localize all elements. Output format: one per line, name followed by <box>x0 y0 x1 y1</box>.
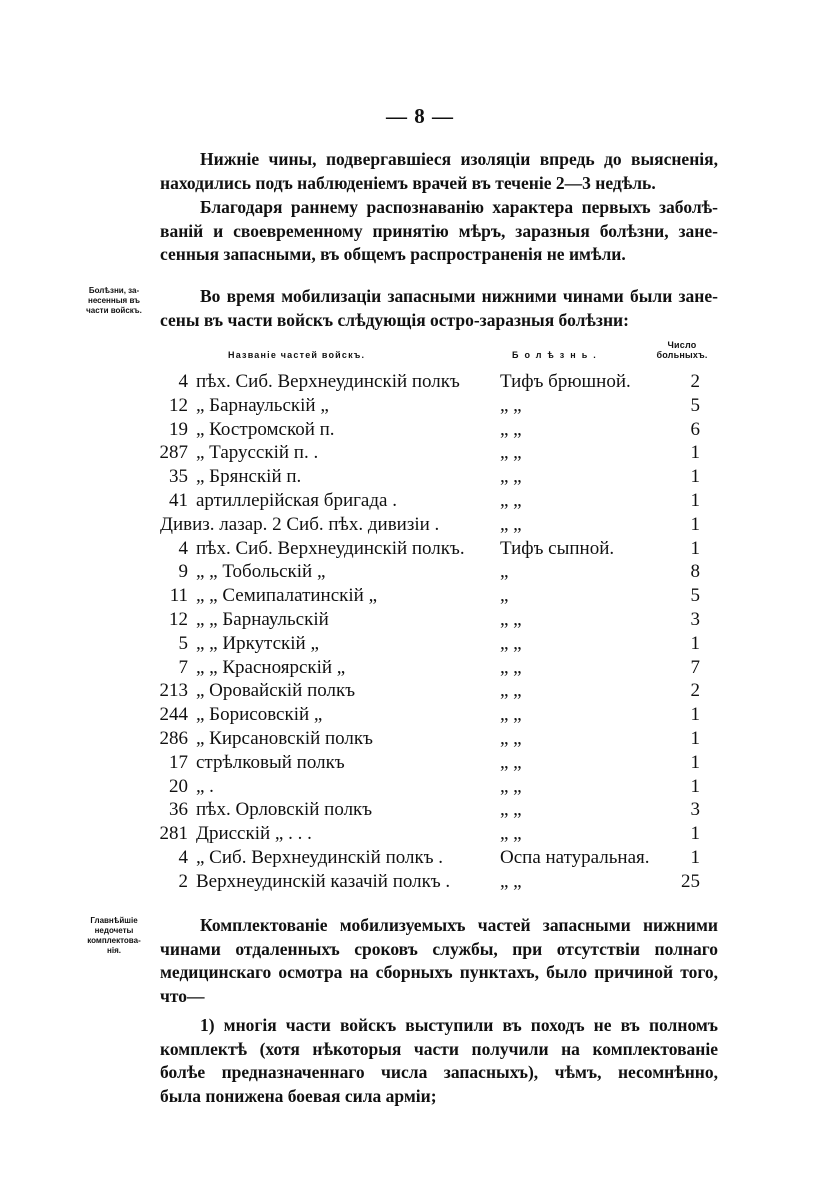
row-count: 1 <box>690 513 700 535</box>
header-unit: Названіе частей войскъ. <box>228 350 366 360</box>
row-unit-name: „ Барнаульскій „ <box>196 394 329 416</box>
table-row <box>0 514 840 538</box>
row-count: 1 <box>690 537 700 559</box>
margin-note-line: Главнѣйшіе <box>90 916 138 925</box>
row-count: 8 <box>690 561 700 583</box>
row-unit-name: „ „ Семипалатинскій „ <box>196 585 378 607</box>
row-disease: „ „ <box>500 513 522 535</box>
row-number: 244 <box>159 704 188 726</box>
row-count: 1 <box>690 728 700 749</box>
row-disease: „ „ <box>500 799 522 821</box>
margin-note-diseases <box>72 286 156 316</box>
row-count: 1 <box>690 466 700 488</box>
row-unit-name: „ Костромской п. <box>196 418 335 440</box>
row-number: 4 <box>178 371 188 392</box>
row-unit-name: „ „ Тобольскій „ <box>196 561 326 583</box>
row-number: 19 <box>169 418 188 440</box>
table-row <box>0 776 840 800</box>
row-number: 4 <box>178 537 188 559</box>
text-line: сенныя запасными, въ общемъ распространенія не имѣли. <box>160 244 626 264</box>
row-unit-name: „ „ Барнаульскій <box>196 609 329 630</box>
margin-note-line: комплектова- <box>87 936 141 945</box>
table-row <box>0 680 840 704</box>
row-disease: „ „ <box>500 870 522 892</box>
table-row <box>0 561 840 585</box>
row-disease: „ „ <box>500 442 522 464</box>
row-unit-name: „ Тарусскій п. . <box>196 442 319 464</box>
row-unit-name: „ Кирсановскій полкъ <box>196 728 373 749</box>
row-number: 12 <box>169 394 188 416</box>
intro-paragraph-1 <box>160 148 718 195</box>
row-number: 36 <box>169 799 188 821</box>
header-disease: Болѣзнь. <box>512 350 602 360</box>
text-line: ваній и своевременному принятію мѣръ, заразныя болѣзни, зане- <box>160 220 718 241</box>
row-number: 17 <box>169 751 188 773</box>
row-count: 1 <box>690 775 700 797</box>
table-row <box>0 847 840 871</box>
margin-note-line: Болѣзни, за- <box>88 286 140 295</box>
row-unit-name: „ Оровайскій полкъ <box>196 680 356 702</box>
margin-note-line: недочеты <box>94 926 134 935</box>
table-row <box>0 799 840 823</box>
row-number: 4 <box>178 847 188 868</box>
page-number: — 8 — <box>386 104 454 128</box>
row-unit-name: Дрисскій „ . . . <box>196 823 312 845</box>
table-row <box>0 704 840 728</box>
margin-note-line: части войскъ. <box>86 306 142 315</box>
row-count: 1 <box>690 490 700 511</box>
row-number: 9 <box>178 561 188 583</box>
row-number: 287 <box>159 442 188 464</box>
completion-paragraph <box>160 914 718 1008</box>
mobilization-paragraph <box>160 285 718 332</box>
table-row <box>0 419 840 443</box>
row-unit-name: Верхнеудинскій казачій полкъ . <box>196 870 451 892</box>
row-count: 3 <box>690 609 700 630</box>
row-disease: „ „ <box>500 394 522 416</box>
row-count: 1 <box>690 847 700 868</box>
row-number: 213 <box>159 680 188 702</box>
row-unit-name: „ Сиб. Верхнеудинскій полкъ . <box>196 847 444 868</box>
table-row <box>0 609 840 633</box>
row-count: 25 <box>681 870 700 892</box>
intro-paragraph-2 <box>160 196 718 267</box>
row-disease: Тифъ сыпной. <box>500 537 615 559</box>
row-disease: „ „ <box>500 728 522 749</box>
row-unit-name: „ Брянскій п. <box>196 466 302 488</box>
margin-note-line: нія. <box>107 946 121 955</box>
row-number: 41 <box>169 490 188 511</box>
row-disease: Тифъ брюшной. <box>500 371 631 392</box>
text-line: что— <box>160 985 205 1006</box>
text-line: Комплектованіе мобилизуемыхъ частей запасными нижними <box>200 915 718 935</box>
row-count: 1 <box>690 442 700 464</box>
table-row <box>0 752 840 776</box>
row-disease: „ „ <box>500 680 522 702</box>
row-unit-name: „ „ Иркутскій „ <box>196 632 319 654</box>
text-line: болѣе предназначеннаго числа запасныхъ), чѣмъ, несомнѣнно, <box>160 1062 718 1082</box>
row-number: 35 <box>169 466 188 488</box>
text-line: находились подъ наблюденіемъ врачей въ теченіе 2—3 недѣль. <box>160 172 656 193</box>
row-disease: „ „ <box>500 751 522 773</box>
row-disease: „ „ <box>500 704 522 726</box>
row-disease: „ „ <box>500 490 522 511</box>
text-line: была понижена боевая сила арміи; <box>160 1085 437 1106</box>
table-row <box>0 466 840 490</box>
row-unit-name: „ . <box>196 775 214 797</box>
table-row <box>0 585 840 609</box>
row-count: 7 <box>690 656 700 678</box>
row-count: 1 <box>690 823 700 845</box>
row-number: 7 <box>178 656 188 678</box>
margin-note-line: несенныя въ <box>87 296 140 305</box>
table-row <box>0 442 840 466</box>
text-line: Во время мобилизаціи запасными нижними чинами были зане- <box>200 286 718 306</box>
row-unit-name: „ „ Красноярскій „ <box>196 656 346 678</box>
table-row <box>0 657 840 681</box>
row-disease: Оспа натуральная. <box>500 847 650 868</box>
row-unit-name: стрѣлковый полкъ <box>196 751 345 773</box>
row-disease: „ „ <box>500 775 522 797</box>
table-row <box>0 371 840 395</box>
table-row <box>0 538 840 562</box>
row-disease: „ „ <box>500 418 522 440</box>
row-unit-name: „ Борисовскій „ <box>196 704 323 726</box>
point-1-paragraph <box>160 1014 718 1108</box>
row-count: 2 <box>690 680 700 702</box>
row-number: 281 <box>159 823 188 845</box>
table-row <box>0 728 840 752</box>
table-row <box>0 395 840 419</box>
row-disease: „ „ <box>500 466 522 488</box>
text-line: медицинскаго осмотра на сборныхъ пунктахъ, было причиной того, <box>160 962 718 982</box>
row-number: 2 <box>178 870 188 892</box>
row-count: 3 <box>690 799 700 821</box>
row-number: 12 <box>169 609 188 630</box>
text-line: Благодаря раннему распознаванію характера первыхъ заболѣ- <box>200 197 718 217</box>
table-row <box>0 823 840 847</box>
row-disease: „ „ <box>500 823 522 845</box>
row-number: 5 <box>178 632 188 654</box>
row-count: 5 <box>690 585 700 607</box>
row-disease: „ <box>500 561 509 583</box>
row-count: 1 <box>690 632 700 654</box>
row-disease: „ „ <box>500 656 522 678</box>
header-count <box>652 340 712 360</box>
row-unit-name: Дивиз. лазар. 2 Сиб. пѣх. дивизіи . <box>160 513 440 535</box>
text-line: чинами отдаленныхъ сроковъ службы, при отсутствіи полнаго <box>160 938 718 959</box>
row-count: 5 <box>690 394 700 416</box>
text-line: Нижніе чины, подвергавшіеся изоляціи впредь до выясненія, <box>200 149 718 169</box>
text-line: 1) многія части войскъ выступили въ походъ не въ полномъ <box>200 1015 718 1035</box>
text-line: комплектѣ (хотя нѣкоторыя части получили на комплектованіе <box>160 1038 718 1059</box>
row-count: 1 <box>690 704 700 726</box>
row-disease: „ „ <box>500 609 522 630</box>
table-row <box>0 490 840 514</box>
row-number: 20 <box>169 775 188 797</box>
header-count-line: больныхъ. <box>656 350 708 360</box>
row-count: 2 <box>690 371 700 392</box>
row-number: 11 <box>169 585 188 607</box>
table-row <box>0 633 840 657</box>
row-count: 6 <box>690 418 700 440</box>
margin-note-defects <box>72 916 156 956</box>
text-line: сены въ части войскъ слѣдующія остро-заразныя болѣзни: <box>160 309 629 330</box>
row-disease: „ <box>500 585 509 607</box>
row-count: 1 <box>690 751 700 773</box>
header-count-line: Число <box>667 340 697 350</box>
row-unit-name: пѣх. Сиб. Верхнеудинскій полкъ <box>196 371 460 392</box>
row-unit-name: артиллерійская бригада . <box>196 490 397 511</box>
row-unit-name: пѣх. Орловскій полкъ <box>196 799 373 821</box>
table-row <box>0 871 840 895</box>
row-disease: „ „ <box>500 632 522 654</box>
row-unit-name: пѣх. Сиб. Верхнеудинскій полкъ. <box>196 537 465 559</box>
row-number: 286 <box>159 728 188 749</box>
